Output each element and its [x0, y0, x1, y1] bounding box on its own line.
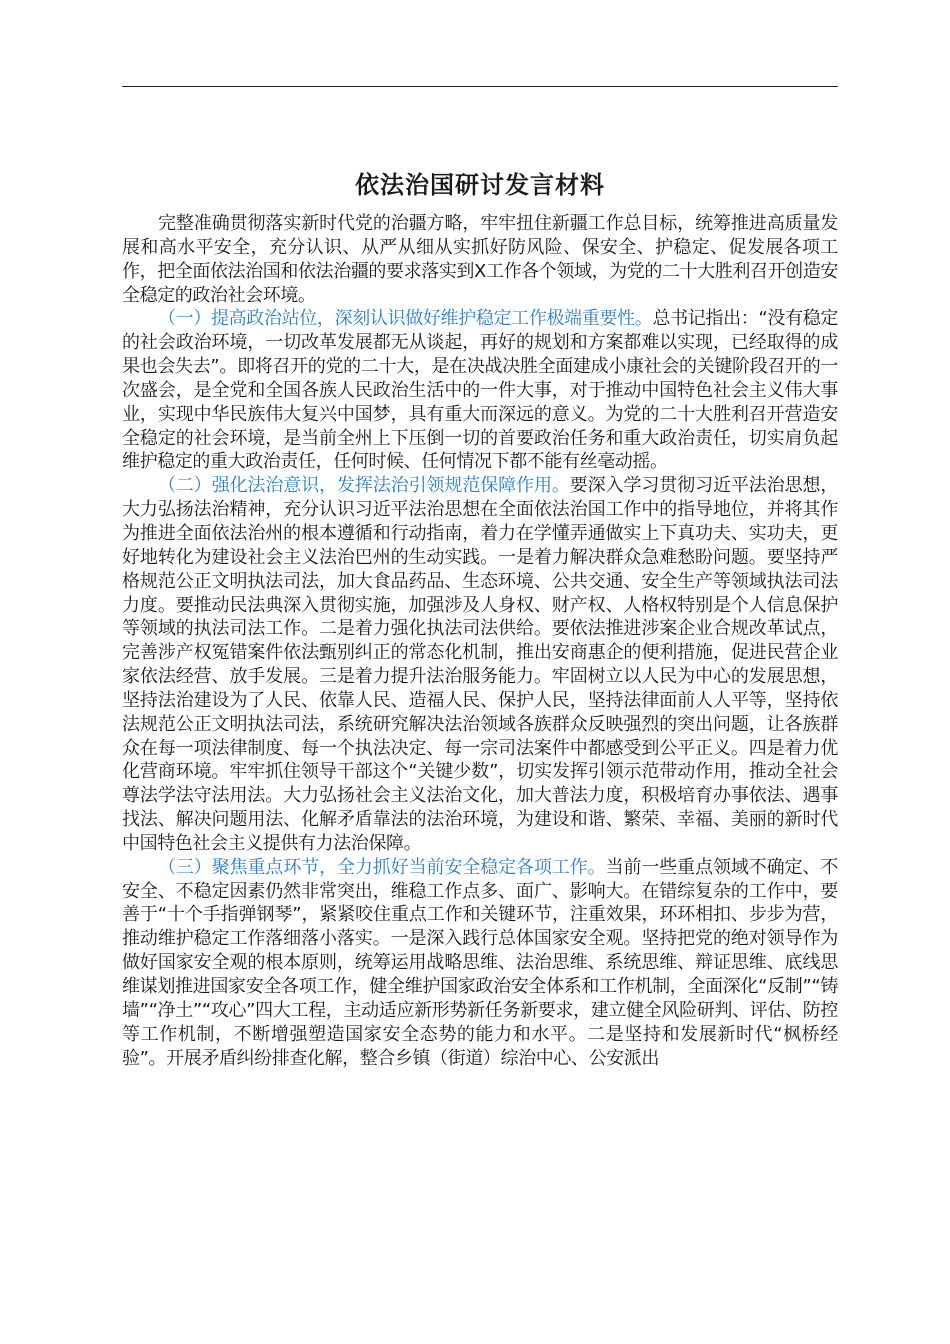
header-rule: [122, 86, 838, 87]
section-body-3: 当前一些重点领域不确定、不安全、不稳定因素仍然非常突出，维稳工作点多、面广、影响大。在错综复杂的工作中，要善于“十个手指弹钢琴”，紧紧咬住重点工作和关键环节，注重效果，环环相扣、步步为营，推动维护稳定工作落细落小落实。一是深入践行总体国家安全观。坚持把党的绝对领导作为做好国家安全观的根本原则，统筹运用战略思维、法治思维、系统思维、辩证思维、底线思维谋划推进国家安全各项工作，健全维护国家政治安全体系和工作机制，全面深化“反制”“铸墙”“净土”“攻心”四大工程，主动适应新形势新任务新要求，建立健全风险研判、评估、防控等工作机制，不断增强塑造国家安全态势的能力和水平。二是坚持和发展新时代“枫桥经验”。开展矛盾纠纷排查化解，整合乡镇（街道）综治中心、公安派出: [122, 856, 838, 1069]
section-heading-2: （二）强化法治意识，发挥法治引领规范保障作用。: [158, 475, 570, 497]
section-paragraph-2: [122, 474, 838, 856]
section-body-2: 要深入学习贯彻习近平法治思想，大力弘扬法治精神，充分认识习近平法治思想在全面依法治国工作中的指导地位，并将其作为推进全面依法治州的根本遵循和行动指南，着力在学懂弄通做实上下真功夫、实功夫，更好地转化为建设社会主义法治巴州的生动实践。一是着力解决群众急难愁盼问题。要坚持严格规范公正文明执法司法，加大食品药品、生态环境、公共交通、安全生产等领域执法司法力度。要推动民法典深入贯彻实施，加强涉及人身权、财产权、人格权特别是个人信息保护等领域的执法司法工作。二是着力强化执法司法供给。要依法推进涉案企业合规改革试点，完善涉产权冤错案件依法甄别纠正的常态化机制，推出安商惠企的便利措施，促进民营企业家依法经营、放手发展。三是着力提升法治服务能力。牢固树立以人民为中心的发展思想，坚持法治建设为了人民、依靠人民、造福人民、保护人民，坚持法律面前人人平等，坚持依法规范公正文明执法司法，系统研究解决法治领域各族群众反映强烈的突出问题，让各族群众在每一项法律制度、每一个执法决定、每一宗司法案件中都感受到公平正义。四是着力优化营商环境。牢牢抓住领导干部这个“关键少数”，切实发挥引领示范带动作用，推动全社会尊法学法守法用法。大力弘扬社会主义法治文化，加大普法力度，积极培育办事依法、遇事找法、解决问题用法、化解矛盾靠法的法治环境，为建设和谐、繁荣、幸福、美丽的新时代中国特色社会主义提供有力法治保障。: [122, 475, 838, 854]
document-title: 依法治国研讨发言材料: [355, 171, 605, 200]
section-heading-1: （一）提高政治站位，深刻认识做好维护稳定工作极端重要性。: [158, 308, 653, 330]
section-heading-3: （三）聚焦重点环节，全力抓好当前安全稳定各项工作。: [158, 856, 606, 878]
section-paragraph-1: [122, 307, 838, 474]
section-paragraph-3: [122, 856, 838, 1071]
intro-paragraph: 完整准确贯彻落实新时代党的治疆方略，牢牢扭住新疆工作总目标，统筹推进高质量发展和高水平安全，充分认识、从严从细从实抓好防风险、保安全、护稳定、促发展各项工作，把全面依法治国和依法治疆的要求落实到X工作各个领域，为党的二十大胜利召开创造安全稳定的政治社会环境。: [122, 213, 838, 306]
section-body-1: 总书记指出：“没有稳定的社会政治环境，一切改革发展都无从谈起，再好的规划和方案都难以实现，已经取得的成果也会失去”。即将召开的党的二十大，是在决战决胜全面建成小康社会的关键阶段召开的一次盛会，是全党和全国各族人民政治生活中的一件大事，对于推动中国特色社会主义伟大事业，实现中华民族伟大复兴中国梦，具有重大而深远的意义。为党的二十大胜利召开营造安全稳定的社会环境，是当前全州上下压倒一切的首要政治任务和重大政治责任，切实肩负起维护稳定的重大政治责任，任何时候、任何情况下都不能有丝毫动摇。: [122, 308, 838, 473]
document-body: [122, 212, 838, 1070]
